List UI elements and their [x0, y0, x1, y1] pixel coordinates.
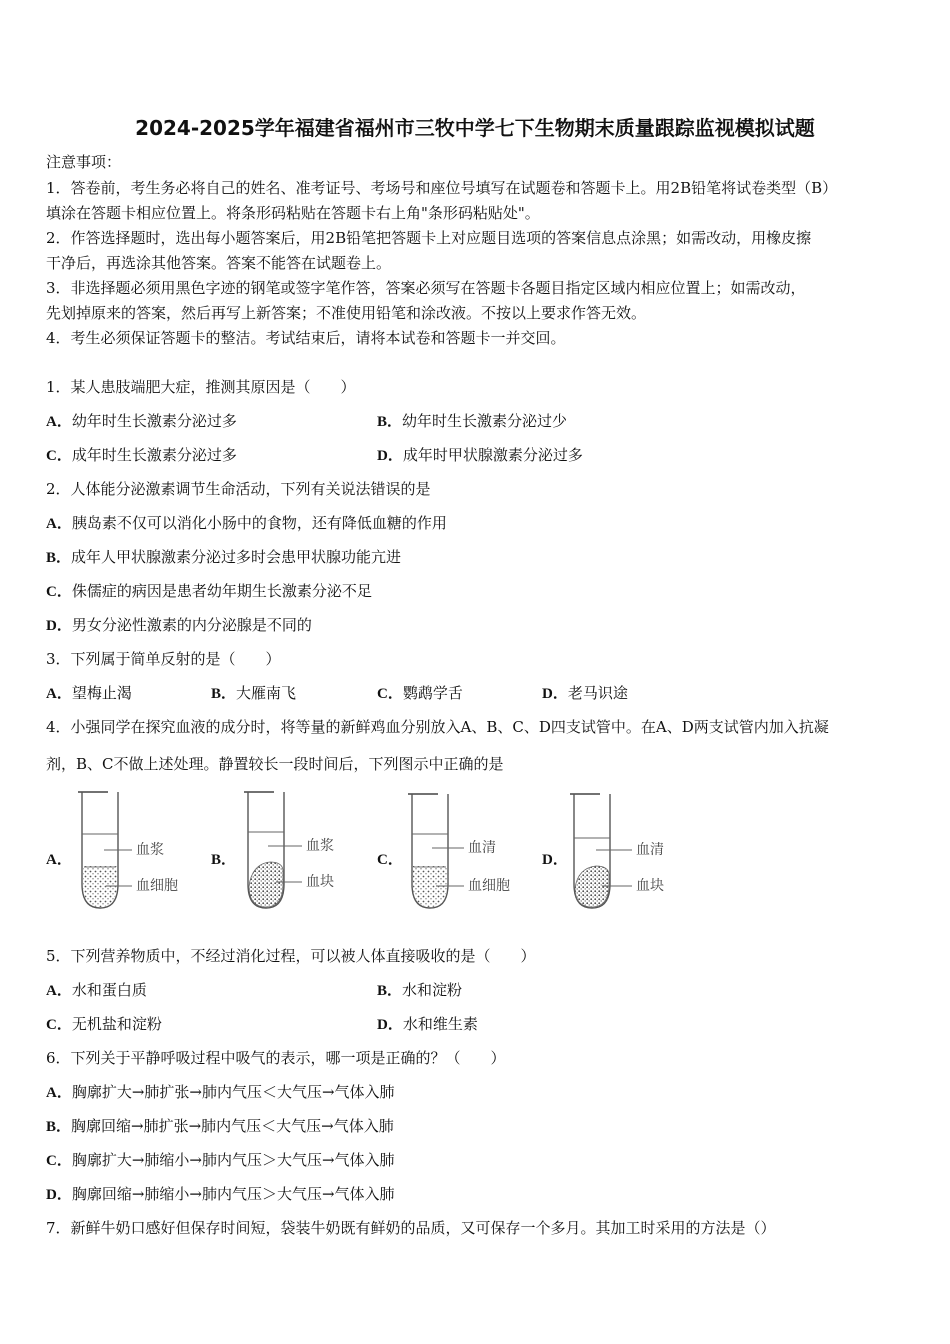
question-4-stem-cont: 剂，B、C不做上述处理。静置较长一段时间后，下列图示中正确的是 — [46, 755, 504, 773]
q5-option-d — [377, 1013, 478, 1034]
q3-option-d — [542, 682, 628, 703]
option-text: 成年时甲状腺激素分泌过多 — [402, 446, 583, 464]
option-text: 胸廓回缩→肺扩张→肺内气压＜大气压→气体入肺 — [71, 1117, 394, 1135]
option-letter: D． — [377, 448, 403, 464]
option-text: 鹦鹉学舌 — [402, 684, 463, 702]
option-letter: A． — [46, 983, 72, 999]
option-text: 水和维生素 — [402, 1015, 478, 1033]
test-tube-b-figure — [238, 790, 368, 915]
q6-option-a — [46, 1081, 395, 1102]
option-text: 无机盐和淀粉 — [71, 1015, 162, 1033]
q5-option-a — [46, 979, 147, 1000]
q2-option-a — [46, 512, 447, 533]
option-letter: C． — [46, 448, 72, 464]
option-text: 水和蛋白质 — [71, 981, 147, 999]
option-letter: C． — [46, 1017, 72, 1033]
option-letter: C． — [46, 584, 72, 600]
option-text: 胸廓扩大→肺缩小→肺内气压＞大气压→气体入肺 — [71, 1151, 395, 1169]
option-letter: B． — [46, 550, 72, 566]
option-letter: B． — [211, 686, 237, 702]
option-letter: A． — [46, 414, 72, 430]
option-text: 胸廓回缩→肺缩小→肺内气压＞大气压→气体入肺 — [71, 1185, 395, 1203]
notice-line: 2．作答选择题时，选出每小题答案后，用2B铅笔把答题卡上对应题目选项的答案信息点涂黑；如需改动，用橡皮擦 — [46, 229, 812, 247]
option-text: 胰岛素不仅可以消化小肠中的食物，还有降低血糖的作用 — [71, 514, 447, 532]
test-tube-c-figure — [402, 790, 532, 915]
tube-c-bottom-label: 血细胞 — [468, 878, 510, 894]
option-letter: D． — [542, 686, 568, 702]
option-text: 水和淀粉 — [402, 981, 463, 999]
question-6-stem: 6．下列关于平静呼吸过程中吸气的表示，哪一项是正确的？（ ） — [46, 1049, 506, 1067]
question-2-stem: 2．人体能分泌激素调节生命活动，下列有关说法错误的是 — [46, 480, 431, 498]
question-7-stem: 7．新鲜牛奶口感好但保存时间短，袋装牛奶既有鲜奶的品质，又可保存一个多月。其加工时采用的方法是（） — [46, 1219, 776, 1237]
notice-line: 1．答卷前，考生务必将自己的姓名、准考证号、考场号和座位号填写在试题卷和答题卡上。用2B铅笔将试卷类型（B） — [46, 179, 838, 197]
q3-option-c — [377, 682, 463, 703]
test-tube-a-figure — [74, 790, 204, 915]
q2-option-c — [46, 580, 372, 601]
q6-option-b — [46, 1115, 394, 1136]
q3-option-a — [46, 682, 132, 703]
tube-a-top-label: 血浆 — [136, 842, 164, 858]
notice-line: 先划掉原来的答案，然后再写上新答案；不准使用铅笔和涂改液。不按以上要求作答无效。 — [46, 304, 647, 322]
option-text: 侏儒症的病因是患者幼年期生长激素分泌不足 — [71, 582, 372, 600]
option-text: 大雁南飞 — [236, 684, 297, 702]
question-1-stem: 1．某人患肢端肥大症，推测其原因是（ ） — [46, 378, 356, 396]
option-text: 幼年时生长激素分泌过多 — [71, 412, 237, 430]
question-3-stem: 3．下列属于简单反射的是（ ） — [46, 650, 281, 668]
option-text: 望梅止渴 — [71, 684, 132, 702]
q5-option-b — [377, 979, 462, 1000]
option-letter: C． — [377, 686, 403, 702]
q1-option-b — [377, 410, 567, 431]
q4-option-a-label: A． — [46, 852, 72, 868]
option-letter: A． — [46, 516, 72, 532]
q4-option-d-label: D． — [542, 852, 568, 868]
q2-option-d — [46, 614, 312, 635]
option-text: 男女分泌性激素的内分泌腺是不同的 — [71, 616, 312, 634]
option-text: 胸廓扩大→肺扩张→肺内气压＜大气压→气体入肺 — [71, 1083, 395, 1101]
q6-option-c — [46, 1149, 395, 1170]
q6-option-d — [46, 1183, 395, 1204]
option-letter: A． — [46, 1085, 72, 1101]
notice-line: 干净后，再选涂其他答案。答案不能答在试题卷上。 — [46, 254, 392, 272]
q4-option-b-label: B． — [211, 852, 237, 868]
tube-b-bottom-label: 血块 — [306, 874, 334, 890]
notice-line: 4．考生必须保证答题卡的整洁。考试结束后，请将本试卷和答题卡一并交回。 — [46, 329, 566, 347]
page-title: 2024-2025学年福建省福州市三牧中学七下生物期末质量跟踪监视模拟试题 — [135, 116, 815, 140]
option-letter: A． — [46, 686, 72, 702]
tube-c-top-label: 血清 — [468, 840, 496, 856]
option-letter: B． — [377, 983, 403, 999]
notice-line: 3．非选择题必须用黑色字迹的钢笔或签字笔作答，答案必须写在答题卡各题目指定区域内相应位置上；如需改动， — [46, 279, 806, 297]
q3-option-b — [211, 682, 296, 703]
tube-d-bottom-label: 血块 — [636, 878, 664, 894]
tube-b-top-label: 血浆 — [306, 838, 334, 854]
tube-a-bottom-label: 血细胞 — [136, 878, 178, 894]
notice-heading: 注意事项： — [46, 153, 122, 171]
option-letter: B． — [377, 414, 403, 430]
q4-option-c-label: C． — [377, 852, 403, 868]
q1-option-a — [46, 410, 237, 431]
question-4-stem: 4．小强同学在探究血液的成分时，将等量的新鲜鸡血分别放入A、B、C、D四支试管中。在A、D两支试管内加入抗凝 — [46, 718, 829, 736]
option-letter: B． — [46, 1119, 72, 1135]
option-letter: C． — [46, 1153, 72, 1169]
q1-option-d — [377, 444, 583, 465]
test-tube-d-figure — [566, 790, 696, 915]
option-text: 幼年时生长激素分泌过少 — [402, 412, 568, 430]
q1-option-c — [46, 444, 237, 465]
option-letter: D． — [46, 1187, 72, 1203]
question-5-stem: 5．下列营养物质中，不经过消化过程，可以被人体直接吸收的是（ ） — [46, 947, 536, 965]
q2-option-b — [46, 546, 401, 567]
option-text: 老马识途 — [567, 684, 628, 702]
q5-option-c — [46, 1013, 162, 1034]
option-text: 成年人甲状腺激素分泌过多时会患甲状腺功能亢进 — [71, 548, 402, 566]
option-letter: D． — [377, 1017, 403, 1033]
tube-d-top-label: 血清 — [636, 842, 664, 858]
option-text: 成年时生长激素分泌过多 — [71, 446, 237, 464]
notice-line: 填涂在答题卡相应位置上。将条形码粘贴在答题卡右上角"条形码粘贴处"。 — [46, 204, 540, 222]
option-letter: D． — [46, 618, 72, 634]
